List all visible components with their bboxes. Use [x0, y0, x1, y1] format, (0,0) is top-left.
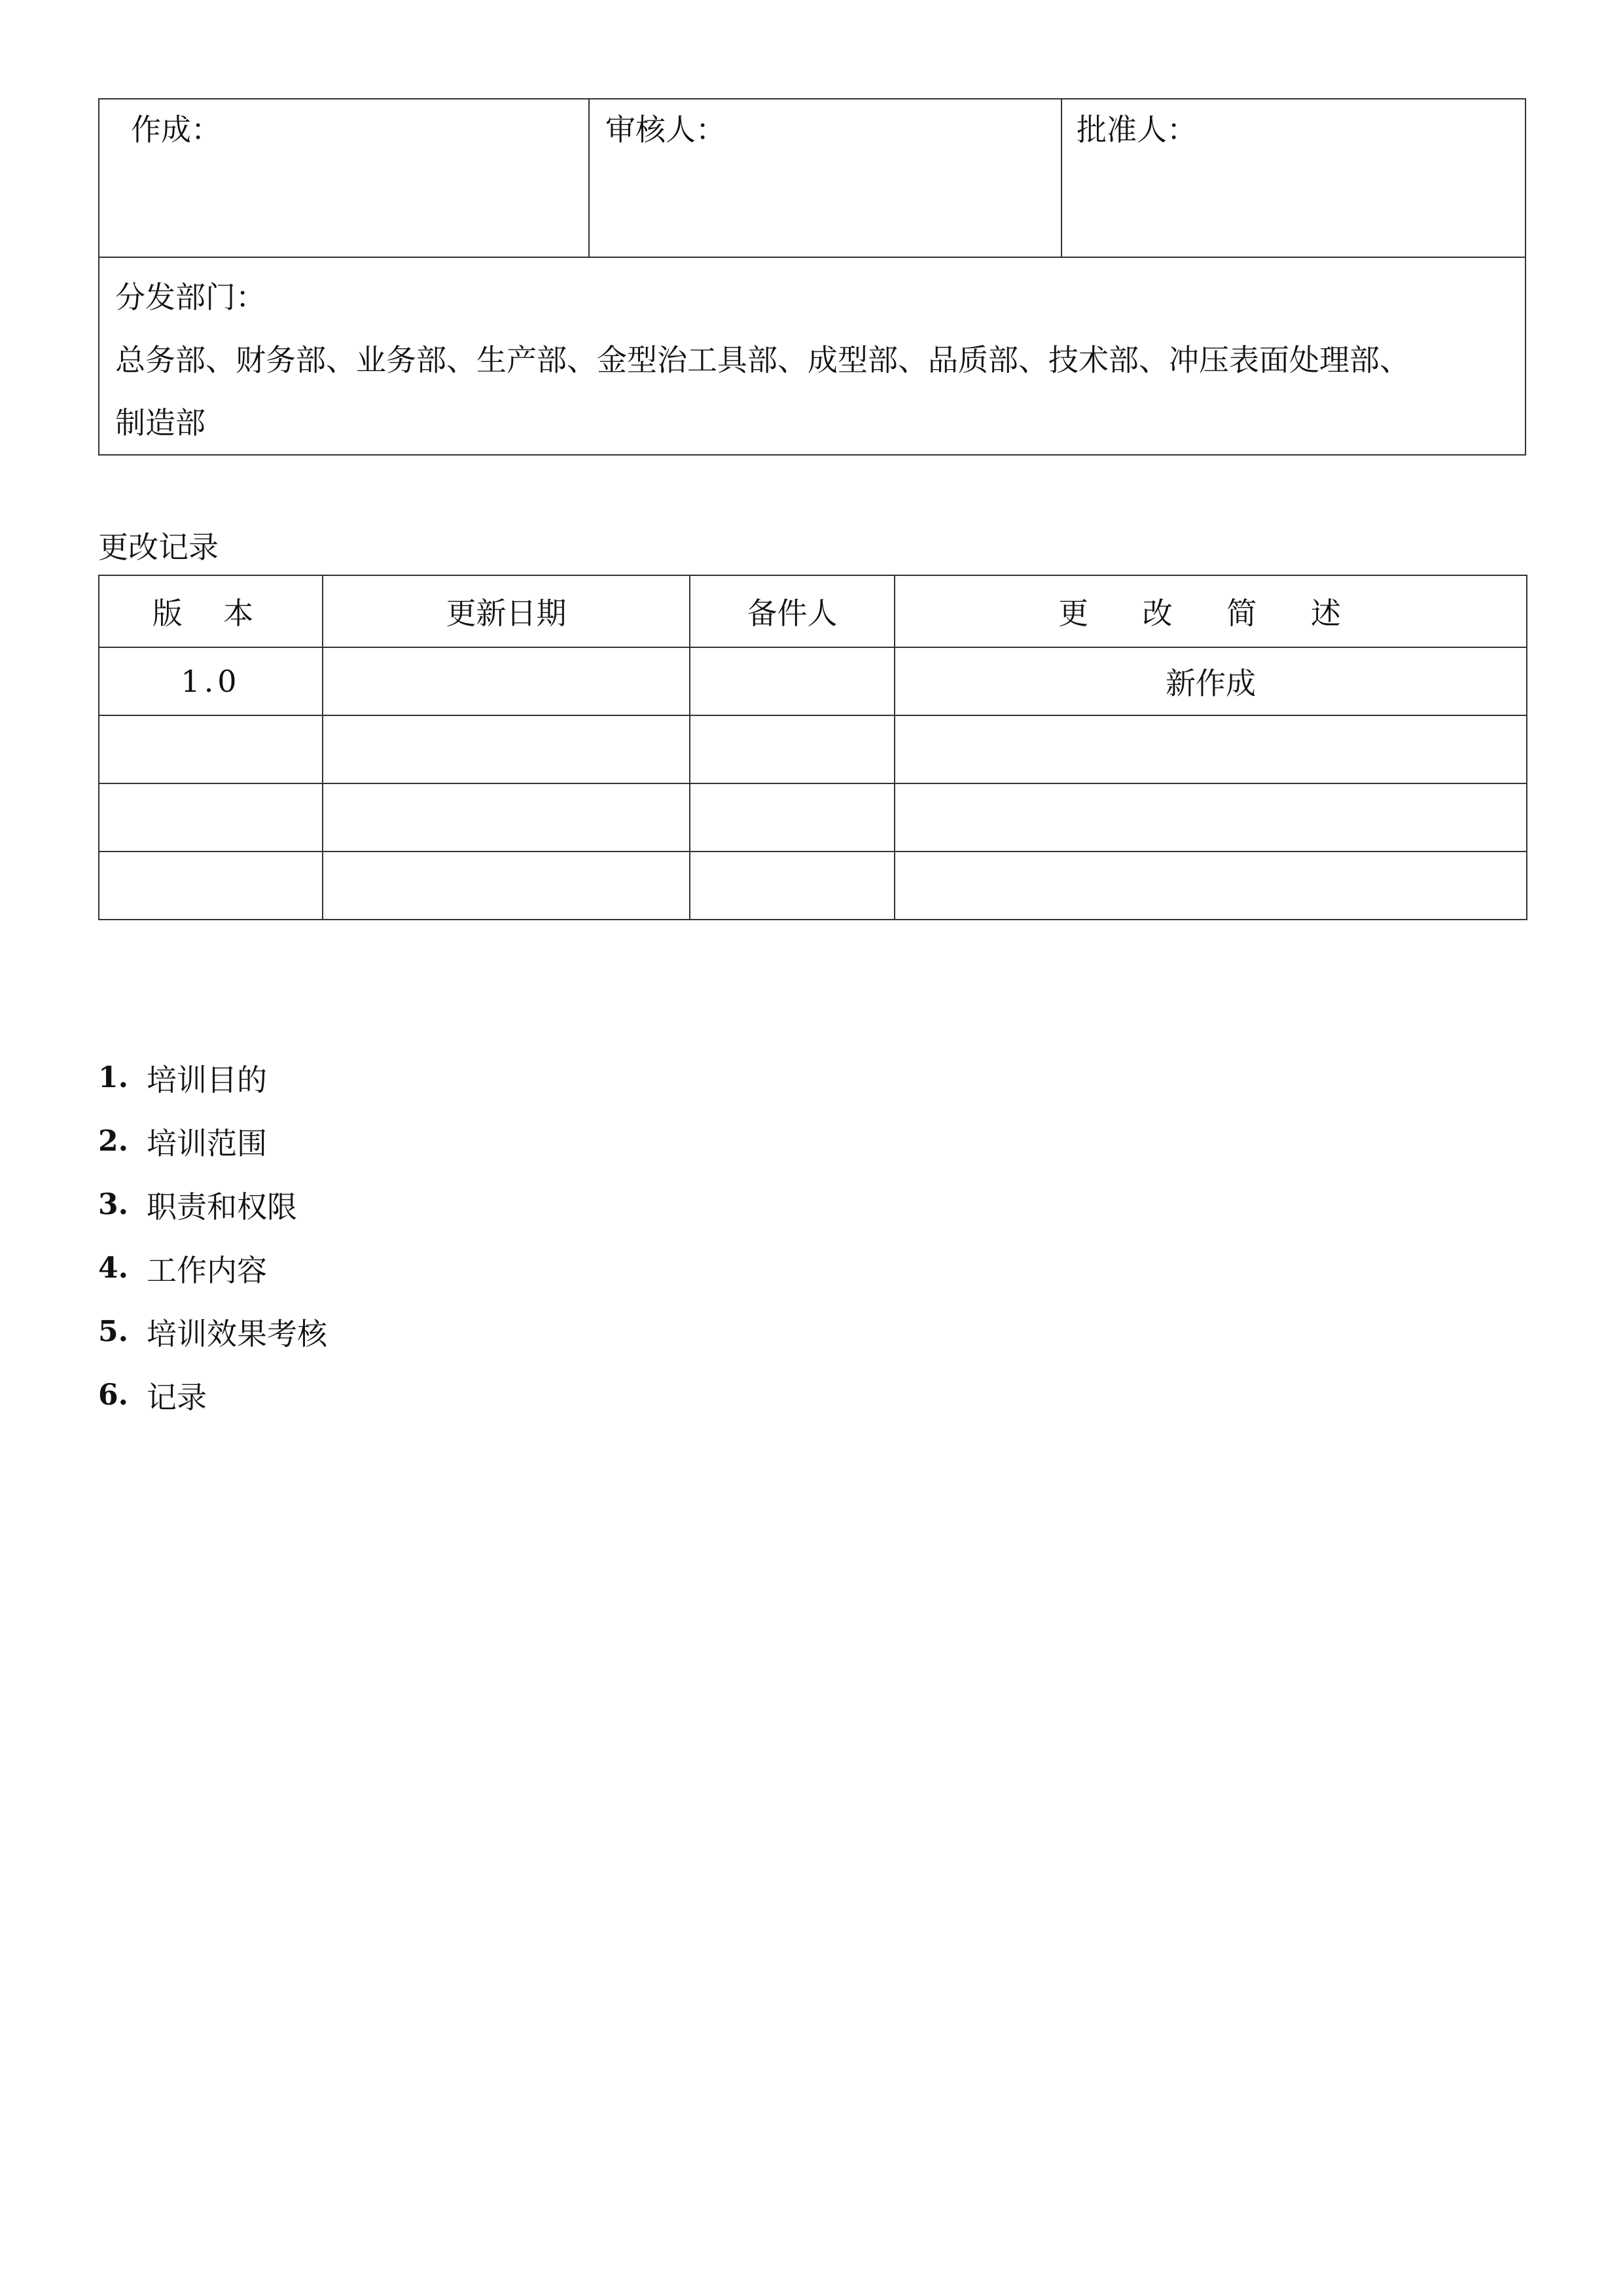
list-item — [98, 1300, 327, 1363]
list-item-number: 1. — [98, 1061, 128, 1094]
prepared-cell — [99, 99, 589, 257]
header-version: 版 本 — [99, 575, 323, 647]
approver-label: 批准人： — [1077, 112, 1197, 147]
distribution-cell — [99, 257, 1525, 455]
change-record-header-row — [99, 575, 1527, 647]
header-preparer: 备件人 — [690, 575, 895, 647]
list-item-text: 工作内容 — [147, 1252, 267, 1288]
cell-summary — [895, 715, 1527, 783]
list-item-number: 6. — [98, 1378, 128, 1412]
list-item — [98, 1109, 327, 1173]
cell-date — [323, 783, 690, 852]
approver-cell — [1061, 99, 1525, 257]
list-item-text: 职责和权限 — [147, 1189, 297, 1225]
cell-version — [99, 783, 323, 852]
list-item — [98, 1046, 327, 1109]
change-record-table — [98, 575, 1527, 920]
list-item-text: 培训效果考核 — [147, 1316, 327, 1352]
cell-date — [323, 715, 690, 783]
reviewer-label: 审核人： — [605, 112, 726, 147]
list-item — [98, 1363, 327, 1427]
distribution-departments-line2: 制造部 — [115, 405, 205, 440]
cell-preparer — [690, 783, 895, 852]
table-row — [99, 715, 1527, 783]
table-row — [99, 647, 1527, 715]
change-record-title: 更改记录 — [98, 529, 219, 565]
prepared-label: 作成： — [131, 112, 221, 147]
cell-date — [323, 647, 690, 715]
distribution-label: 分发部门： — [115, 279, 266, 315]
list-item-text: 培训目的 — [147, 1062, 267, 1098]
list-item-text: 记录 — [147, 1379, 207, 1415]
cell-summary — [895, 783, 1527, 852]
list-item-number: 3. — [98, 1188, 128, 1221]
list-item — [98, 1173, 327, 1236]
approval-table — [98, 98, 1526, 456]
cell-preparer — [690, 852, 895, 920]
reviewer-cell — [589, 99, 1061, 257]
cell-summary: 新作成 — [895, 647, 1527, 715]
cell-summary — [895, 852, 1527, 920]
cell-version — [99, 852, 323, 920]
outline-list — [98, 1046, 327, 1427]
table-row — [99, 783, 1527, 852]
header-update-date: 更新日期 — [323, 575, 690, 647]
table-row — [99, 852, 1527, 920]
cell-version: 1.0 — [99, 647, 323, 715]
cell-version — [99, 715, 323, 783]
cell-date — [323, 852, 690, 920]
header-change-summary: 更 改 简 述 — [895, 575, 1527, 647]
cell-preparer — [690, 715, 895, 783]
list-item-text: 培训范围 — [147, 1125, 267, 1161]
list-item — [98, 1236, 327, 1300]
list-item-number: 4. — [98, 1251, 128, 1285]
cell-preparer — [690, 647, 895, 715]
list-item-number: 5. — [98, 1315, 128, 1348]
list-item-number: 2. — [98, 1124, 128, 1158]
distribution-departments-line1: 总务部、财务部、业务部、生产部、金型治工具部、成型部、品质部、技术部、冲压表面处理部、 — [115, 342, 1410, 378]
